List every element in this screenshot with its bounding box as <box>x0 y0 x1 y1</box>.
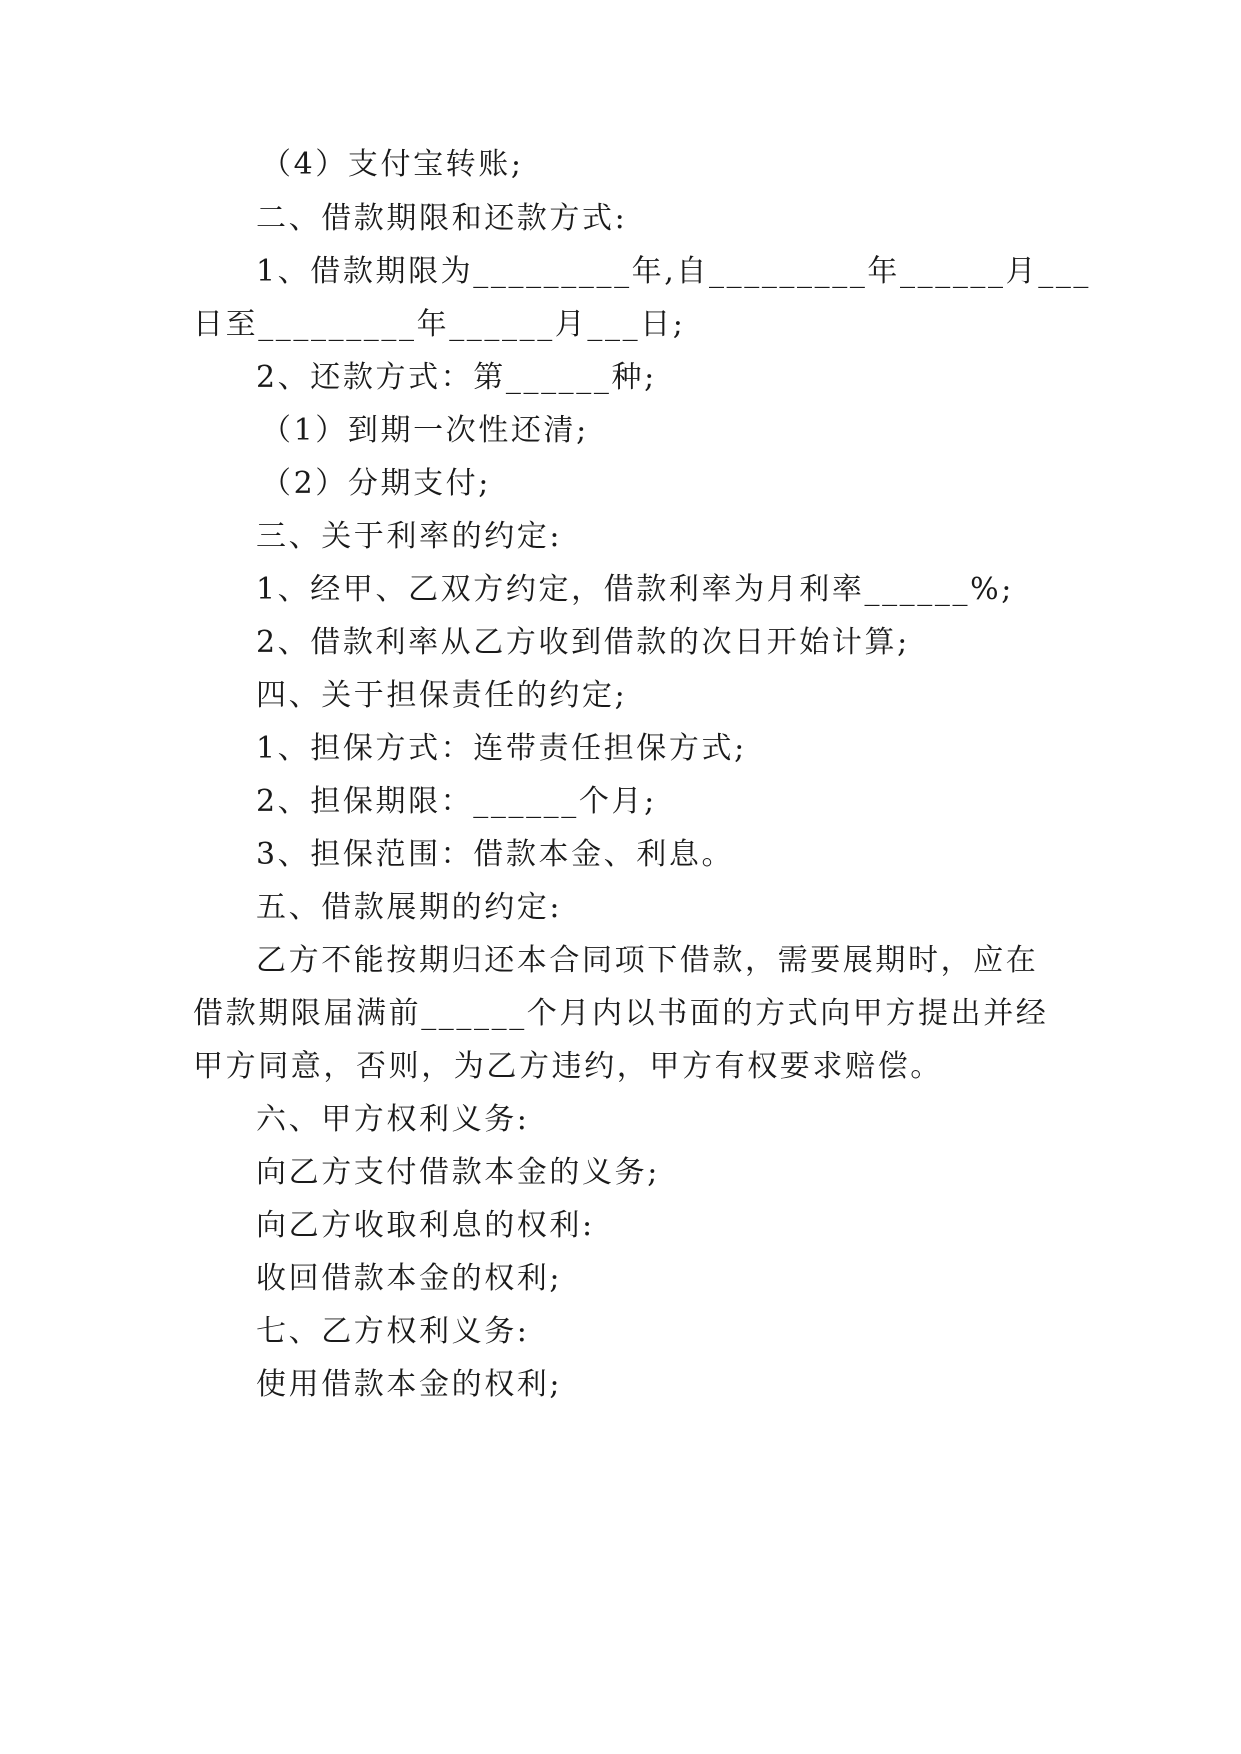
section-heading: 三、关于利率的约定: <box>256 519 563 554</box>
text-line: 收回借款本金的权利; <box>256 1261 563 1296</box>
text-line: 1、经甲、乙双方约定，借款利率为月利率______%; <box>256 572 1014 607</box>
text-line: 使用借款本金的权利; <box>256 1367 563 1402</box>
text-line: 向乙方收取利息的权利: <box>256 1208 595 1243</box>
text-line: （2）分期支付; <box>261 466 491 501</box>
text-line: （1）到期一次性还清; <box>261 413 589 448</box>
text-line: 3、担保范围：借款本金、利息。 <box>256 837 735 872</box>
text-line: 借款期限届满前______个月内以书面的方式向甲方提出并经 <box>193 996 1049 1031</box>
text-line: （4）支付宝转账; <box>261 147 524 182</box>
text-line: 甲方同意，否则，为乙方违约，甲方有权要求赔偿。 <box>193 1049 943 1084</box>
text-line: 乙方不能按期归还本合同项下借款，需要展期时，应在 <box>256 943 1039 978</box>
text-line: 日至_________年______月___日; <box>193 307 686 342</box>
text-line: 2、借款利率从乙方收到借款的次日开始计算; <box>256 625 910 660</box>
text-line: 1、担保方式：连带责任担保方式; <box>256 731 747 766</box>
section-heading: 七、乙方权利义务: <box>256 1314 530 1349</box>
text-line: 向乙方支付借款本金的义务; <box>256 1155 660 1190</box>
section-heading: 五、借款展期的约定: <box>256 890 563 925</box>
text-line: 2、担保期限：______个月; <box>256 784 657 819</box>
text-line: 1、借款期限为_________年,自_________年______月___ <box>256 254 1092 289</box>
text-line: 2、还款方式：第______种; <box>256 360 657 395</box>
section-heading: 六、甲方权利义务: <box>256 1102 530 1137</box>
section-heading: 二、借款期限和还款方式: <box>256 201 628 236</box>
section-heading: 四、关于担保责任的约定; <box>256 678 628 713</box>
